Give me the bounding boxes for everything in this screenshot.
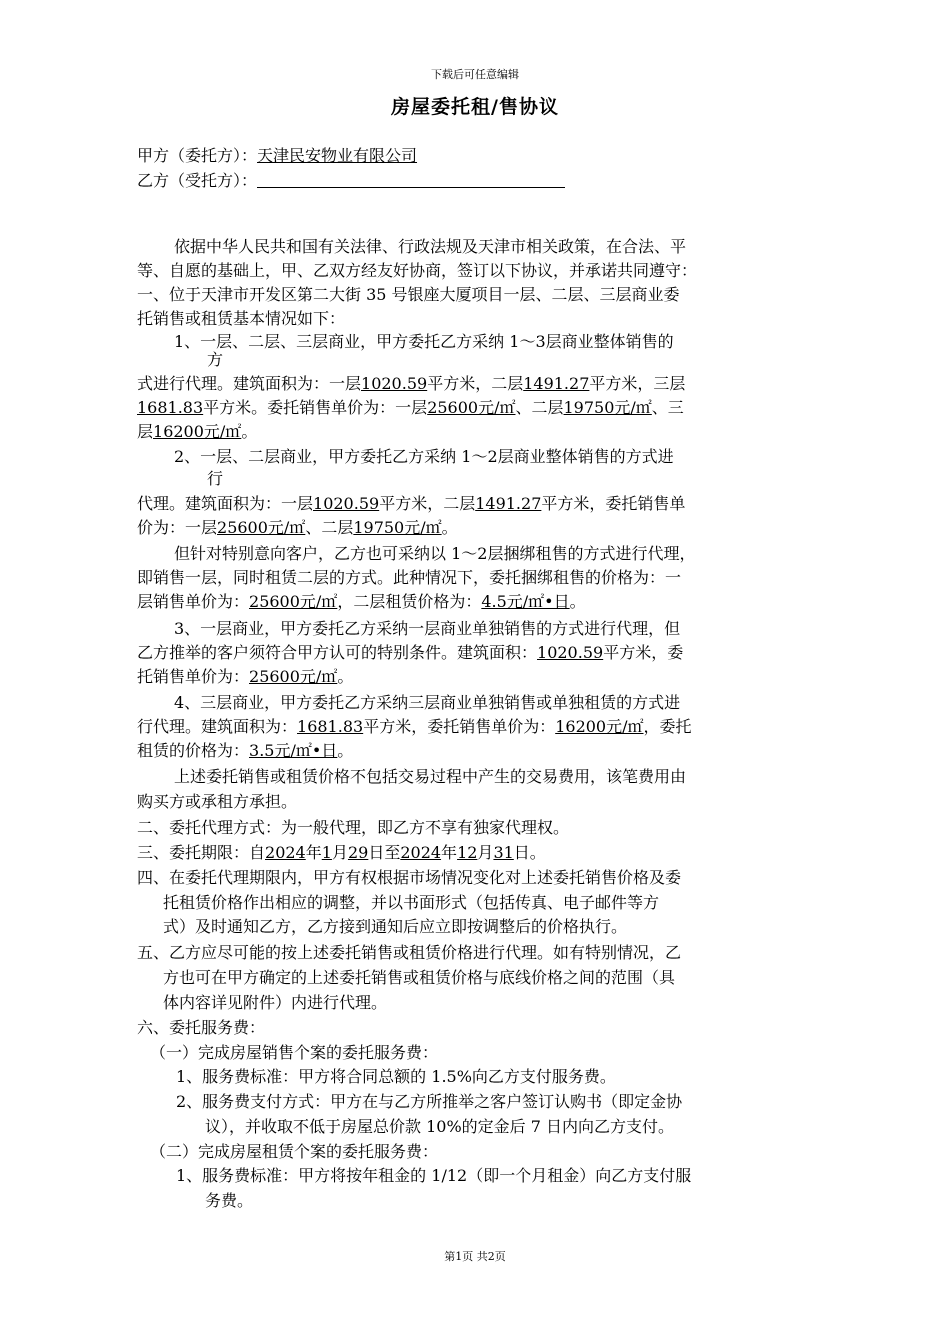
sec3-line: 三、委托期限：自2024年1月29日至2024年12月31日。 xyxy=(137,843,546,862)
page-number: 第1页 共2页 xyxy=(444,1250,506,1263)
item1-line-e: 层16200元/㎡。 xyxy=(137,422,258,441)
sec4-line-1: 四、在委托代理期限内，甲方有权根据市场情况变化对上述委托销售价格及委 xyxy=(137,868,682,887)
item2-line-c: 代理。建筑面积为：一层1020.59平方米，二层1491.27平方米，委托销售单 xyxy=(137,494,686,513)
item4-line-b: 行代理。建筑面积为：1681.83平方米，委托销售单价为：16200元/㎡，委托 xyxy=(137,717,692,736)
sec1-line-1: 一、位于天津市开发区第二大街 35 号银座大厦项目一层、二层、三层商业委 xyxy=(137,285,680,304)
item4-line-c: 租赁的价格为：3.5元/㎡•日。 xyxy=(137,741,354,760)
sec6-part1-heading: （一）完成房屋销售个案的委托服务费： xyxy=(150,1043,439,1062)
sec5-line-2: 方也可在甲方确定的上述委托销售或租赁价格与底线价格之间的范围（具 xyxy=(163,968,676,987)
item3-line-c: 托销售单价为：25600元/㎡。 xyxy=(137,667,354,686)
sec6-part1-item2-a: 2、服务费支付方式：甲方在与乙方所推举之客户签订认购书（即定金协 xyxy=(176,1092,683,1111)
party-b-line: 乙方（受托方）： xyxy=(137,169,565,193)
sec5-line-3: 体内容详见附件）内进行代理。 xyxy=(163,993,388,1012)
item2-line-d: 价为：一层25600元/㎡、二层19750元/㎡。 xyxy=(137,518,458,537)
party-a-line: 甲方（委托方）：天津民安物业有限公司 xyxy=(137,146,418,165)
sec2-line: 二、委托代理方式：为一般代理，即乙方不享有独家代理权。 xyxy=(137,818,570,837)
item1-line-d: 1681.83平方米。委托销售单价为：一层25600元/㎡、二层19750元/㎡、三 xyxy=(137,398,684,417)
item1-line-c: 式进行代理。建筑面积为：一层1020.59平方米，二层1491.27平方米，三层 xyxy=(137,374,686,393)
sec4-line-2: 托租赁价格作出相应的调整，并以书面形式（包括传真、电子邮件等方 xyxy=(163,893,660,912)
sec6-part2-item1-b: 务费。 xyxy=(205,1191,254,1210)
item3-line-b: 乙方推举的客户须符合甲方认可的特别条件。建筑面积：1020.59平方米，委 xyxy=(137,643,684,662)
item2-line-f: 即销售一层，同时租赁二层的方式。此种情况下，委托捆绑租售的价格为：一 xyxy=(137,568,682,587)
document-title: 房屋委托租/售协议 xyxy=(391,96,559,118)
price-note-line-a: 上述委托销售或租赁价格不包括交易过程中产生的交易费用，该笔费用由 xyxy=(174,767,687,786)
item1-line-a: 1、一层、二层、三层商业，甲方委托乙方采纳 1～3层商业整体销售的 xyxy=(174,332,674,351)
intro-line-1: 依据中华人民共和国有关法律、行政法规及天津市相关政策，在合法、平 xyxy=(174,237,687,256)
item2-line-g: 层销售单价为：25600元/㎡，二层租赁价格为：4.5元/㎡•日。 xyxy=(137,592,586,611)
price-note-line-b: 购买方或承租方承担。 xyxy=(137,792,298,811)
item1-line-b: 方 xyxy=(207,350,224,369)
intro-line-2: 等、自愿的基础上，甲、乙双方经友好协商，签订以下协议，并承诺共同遵守： xyxy=(137,261,698,280)
party-a-name: 天津民安物业有限公司 xyxy=(257,146,418,165)
item3-line-a: 3、一层商业，甲方委托乙方采纳一层商业单独销售的方式进行代理，但 xyxy=(174,619,681,638)
item2-line-a: 2、一层、二层商业，甲方委托乙方采纳 1～2层商业整体销售的方式进 xyxy=(174,447,674,466)
party-b-blank xyxy=(257,169,565,188)
sec4-line-3: 式）及时通知乙方，乙方接到通知后应立即按调整后的价格执行。 xyxy=(163,917,628,936)
sec6-part1-item1: 1、服务费标准：甲方将合同总额的 1.5%向乙方支付服务费。 xyxy=(176,1067,616,1086)
sec1-line-2: 托销售或租赁基本情况如下： xyxy=(137,309,346,328)
header-note: 下载后可任意编辑 xyxy=(431,68,519,81)
sec5-line-1: 五、乙方应尽可能的按上述委托销售或租赁价格进行代理。如有特别情况，乙 xyxy=(137,943,682,962)
item2-line-e: 但针对特别意向客户，乙方也可采纳以 1～2层捆绑租售的方式进行代理， xyxy=(174,544,696,563)
sec6-heading: 六、委托服务费： xyxy=(137,1018,266,1037)
item2-line-b: 行 xyxy=(207,469,224,488)
sec6-part2-item1-a: 1、服务费标准：甲方将按年租金的 1/12（即一个月租金）向乙方支付服 xyxy=(176,1166,692,1185)
sec6-part1-item2-b: 议），并收取不低于房屋总价款 10%的定金后 7 日内向乙方支付。 xyxy=(205,1117,675,1136)
item4-line-a: 4、三层商业，甲方委托乙方采纳三层商业单独销售或单独租赁的方式进 xyxy=(174,693,681,712)
sec6-part2-heading: （二）完成房屋租赁个案的委托服务费： xyxy=(150,1142,439,1161)
